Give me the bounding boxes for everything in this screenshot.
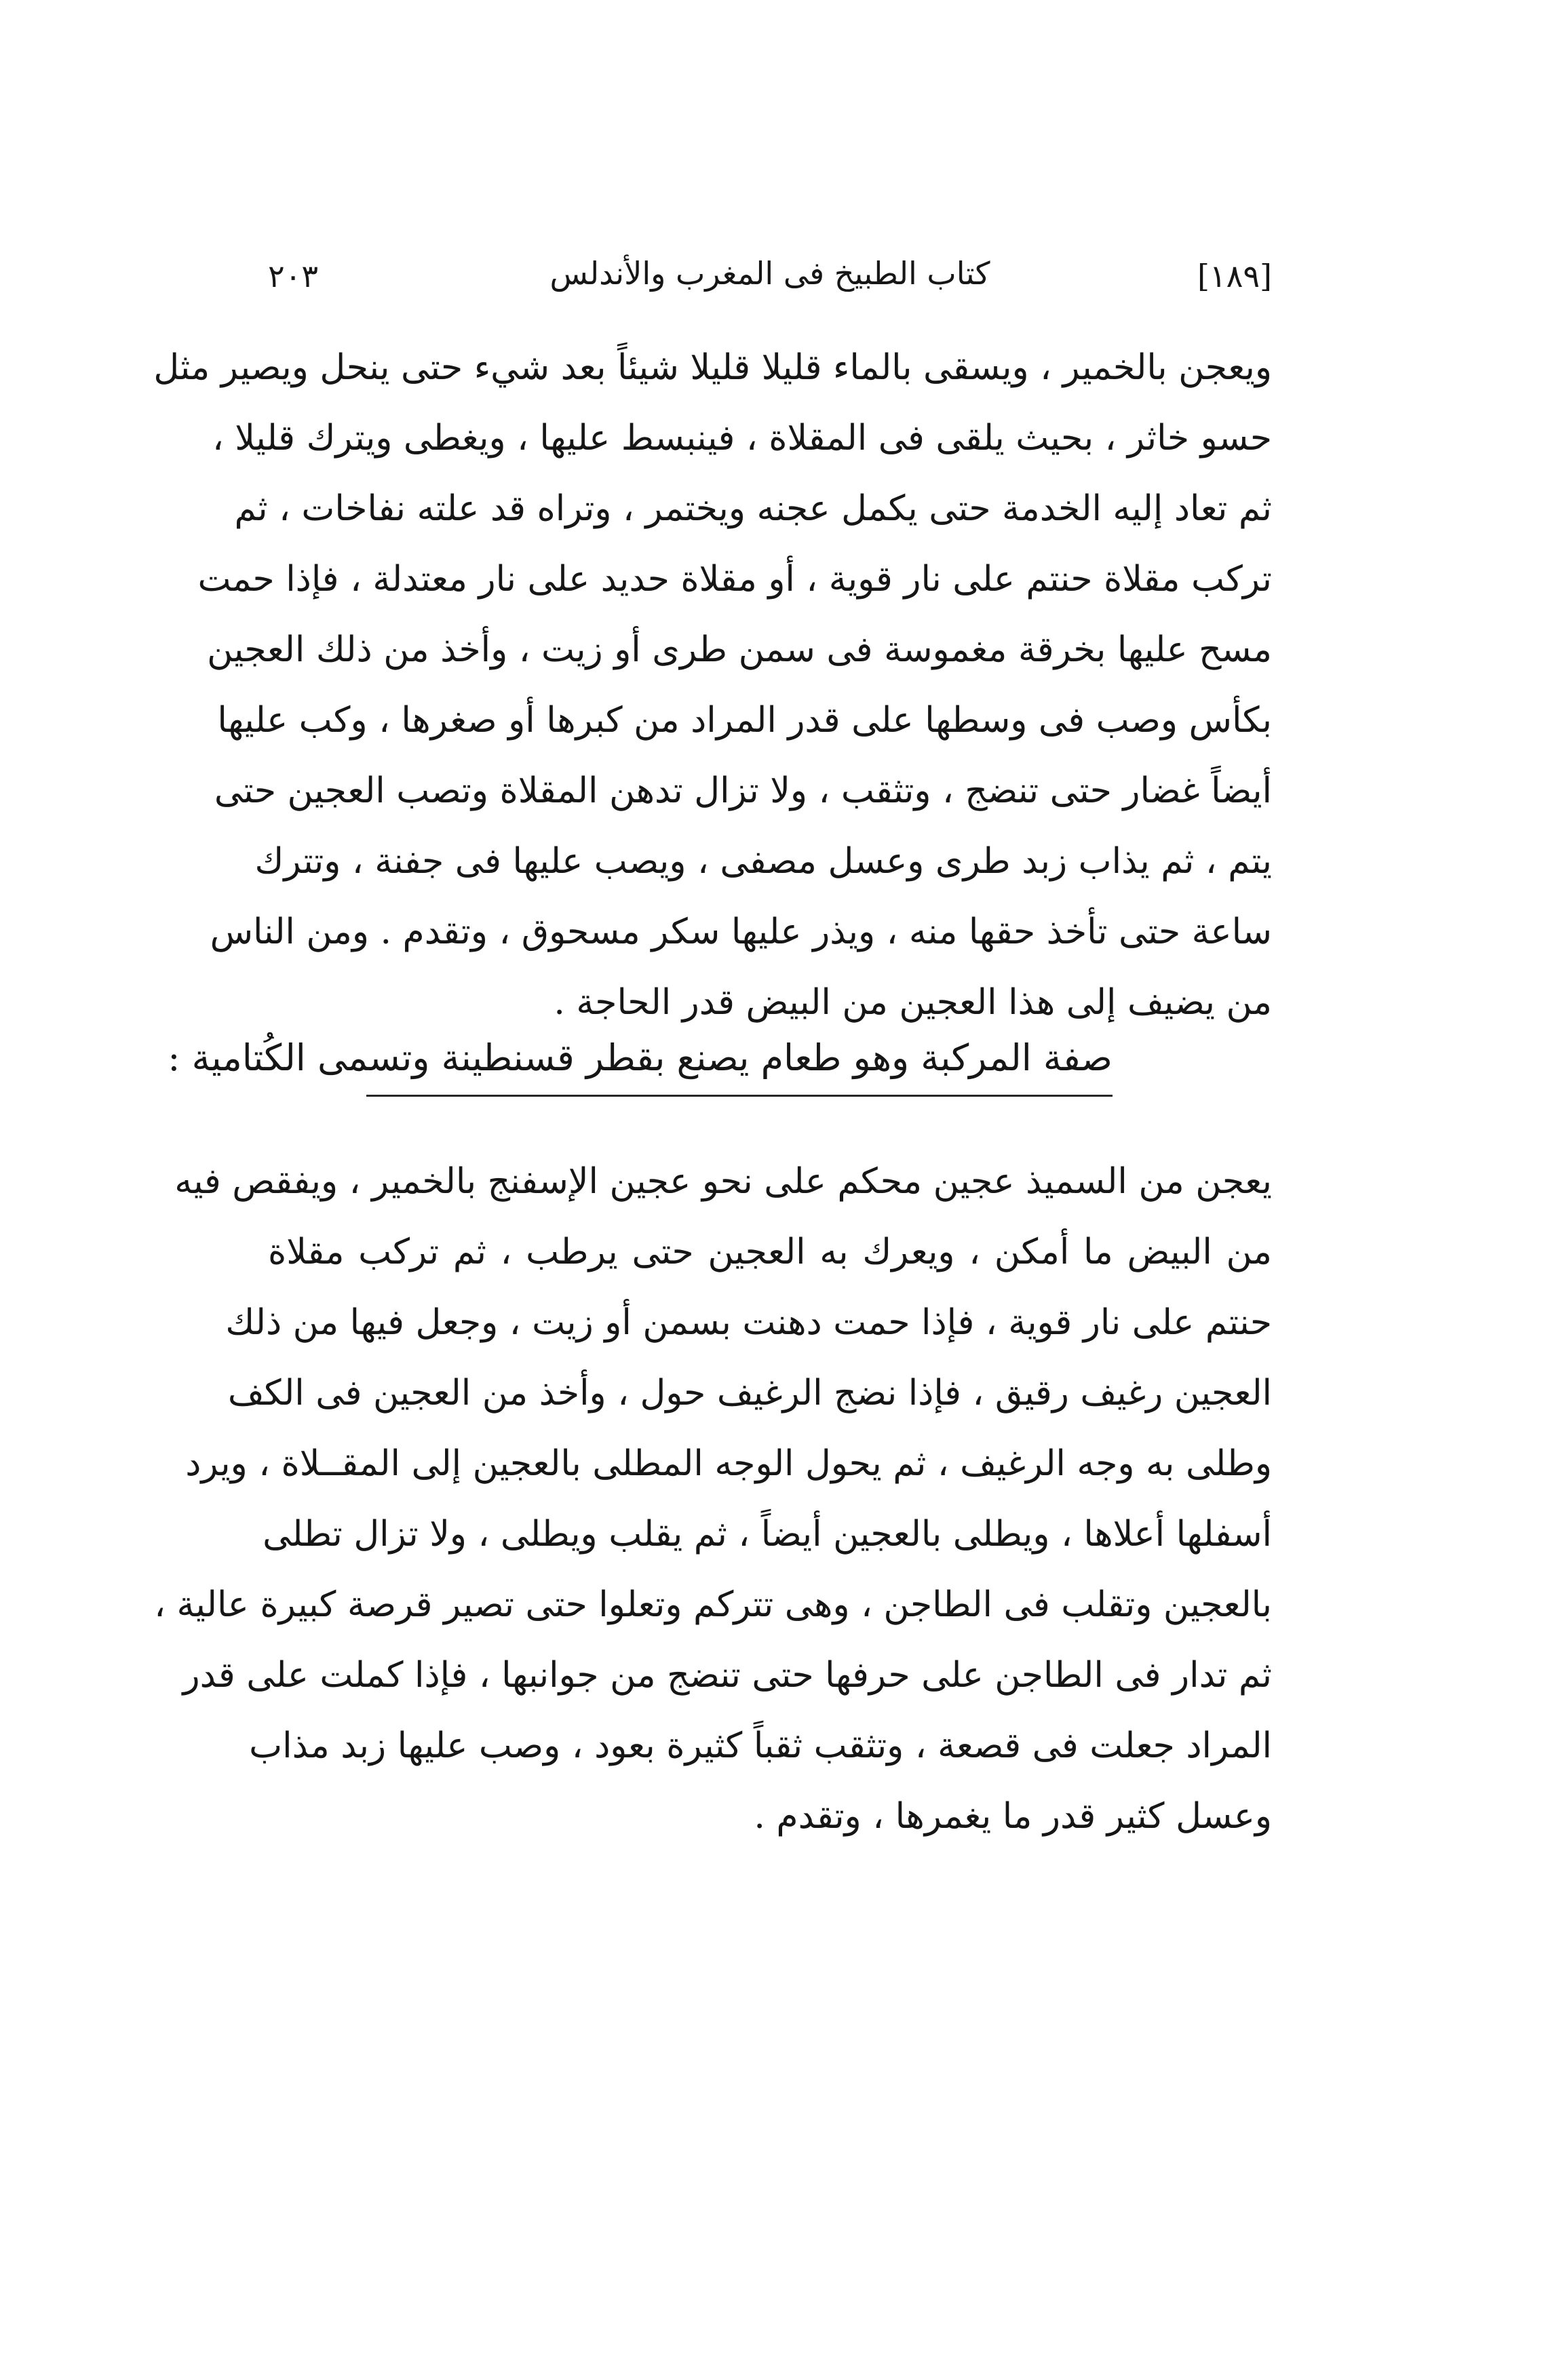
- page-header: [268, 252, 1272, 313]
- text-line: وطلى به وجه الرغيف ، ثم يحول الوجه المطلى بالعجين إلى المقــلاة ، ويرد: [185, 1443, 1272, 1484]
- text-line: حنتم على نار قوية ، فإذا حمت دهنت بسمن أو زيت ، وجعل فيها من ذلك: [225, 1302, 1272, 1343]
- text-line: تركب مقلاة حنتم على نار قوية ، أو مقلاة حديد على نار معتدلة ، فإذا حمت: [197, 559, 1272, 600]
- text-line: ثم تدار فى الطاجن على حرفها حتى تنضج من جوانبها ، فإذا كملت على قدر: [182, 1655, 1272, 1696]
- paragraph-1: [153, 332, 1272, 1038]
- text-line: يتم ، ثم يذاب زبد طرى وعسل مصفى ، ويصب عليها فى جفنة ، وتترك: [254, 841, 1272, 882]
- text-line: أسفلها أعلاها ، ويطلى بالعجين أيضاً ، ثم يقلب ويطلى ، ولا تزال تطلى: [263, 1514, 1272, 1555]
- section-heading: صفة المركبة وهو طعام يصنع بقطر قسنطينة وتسمى الكُتامية :: [366, 1024, 1113, 1097]
- text-line: يعجن من السميذ عجين محكم على نحو عجين الإسفنج بالخمير ، ويفقص فيه: [174, 1161, 1272, 1202]
- running-title: كتاب الطبيخ فى المغرب والأندلس: [549, 255, 990, 292]
- text-line: بكأس وصب فى وسطها على قدر المراد من كبرها أو صغرها ، وكب عليها: [217, 700, 1272, 741]
- original-page-number: [١٨٩]: [1197, 258, 1272, 294]
- text-line: وعسل كثير قدر ما يغمرها ، وتقدم .: [754, 1796, 1272, 1837]
- text-line: بالعجين وتقلب فى الطاجن ، وهى تتركم وتعلوا حتى تصير قرصة كبيرة عالية ،: [154, 1584, 1272, 1625]
- text-line: من يضيف إلى هذا العجين من البيض قدر الحاجة .: [554, 982, 1272, 1023]
- text-line: العجين رغيف رقيق ، فإذا نضج الرغيف حول ، وأخذ من العجين فى الكف: [227, 1373, 1272, 1413]
- text-line: ويعجن بالخمير ، ويسقى بالماء قليلا قليلا شيئاً بعد شيء حتى ينحل ويصير مثل: [153, 347, 1272, 388]
- page-number: ٢٠٣: [268, 258, 319, 294]
- text-line: المراد جعلت فى قصعة ، وتثقب ثقباً كثيرة بعود ، وصب عليها زبد مذاب: [249, 1725, 1272, 1766]
- text-line: من البيض ما أمكن ، ويعرك به العجين حتى يرطب ، ثم تركب مقلاة: [268, 1232, 1272, 1272]
- text-line: ساعة حتى تأخذ حقها منه ، ويذر عليها سكر مسحوق ، وتقدم . ومن الناس: [210, 912, 1272, 952]
- text-line: مسح عليها بخرقة مغموسة فى سمن طرى أو زيت ، وأخذ من ذلك العجين: [207, 629, 1272, 670]
- text-line: أيضاً غضار حتى تنضج ، وتثقب ، ولا تزال تدهن المقلاة وتصب العجين حتى: [214, 770, 1272, 811]
- paragraph-2: [154, 1146, 1272, 1852]
- text-line: ثم تعاد إليه الخدمة حتى يكمل عجنه ويختمر ، وتراه قد علته نفاخات ، ثم: [234, 488, 1272, 529]
- text-line: حسو خاثر ، بحيث يلقى فى المقلاة ، فينبسط عليها ، ويغطى ويترك قليلا ،: [212, 418, 1272, 459]
